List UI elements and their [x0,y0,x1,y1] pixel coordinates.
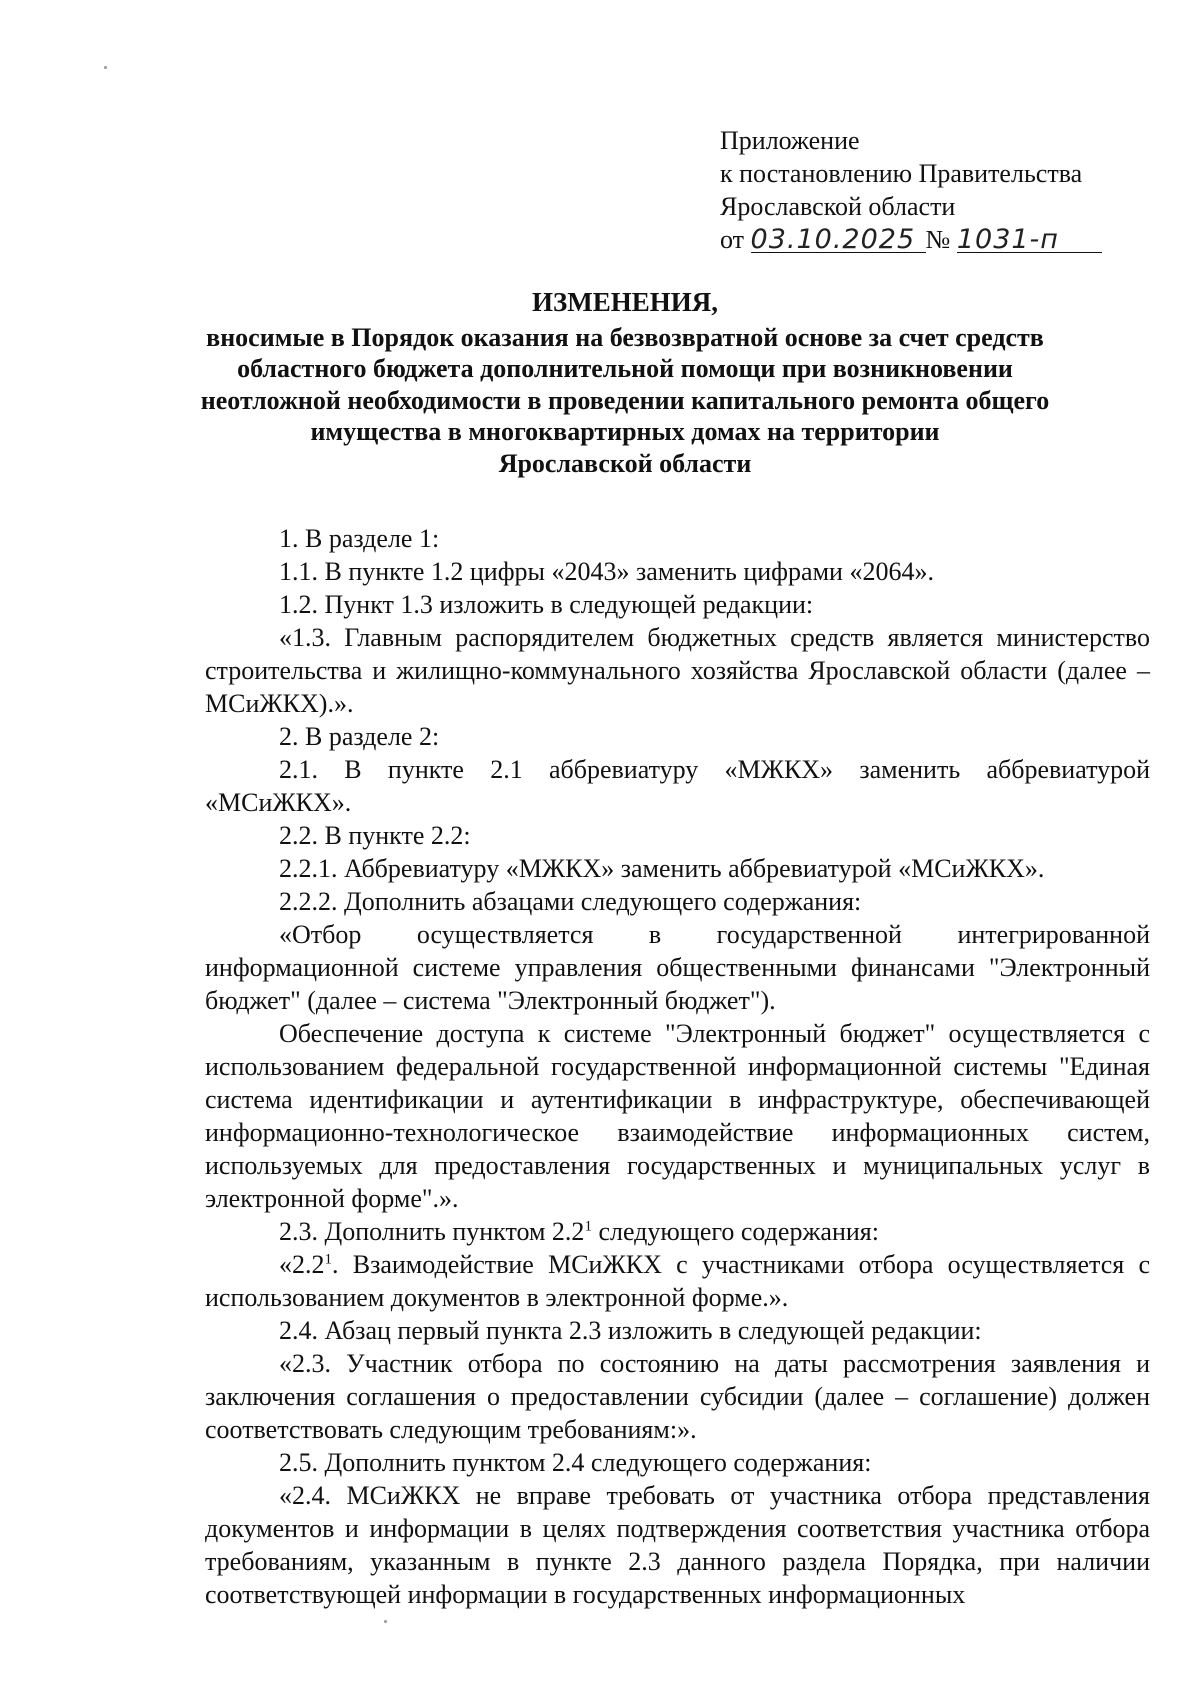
paragraph: «2.3. Участник отбора по состоянию на даты рассмотрения заявления и заключения соглашения о предоставлении субсидии (далее – соглашение) должен соответствовать следующим требованиям:». [205,1349,1150,1444]
paragraph [205,1215,1150,1248]
appendix-date-line [720,223,1160,256]
superscript: 1 [584,1218,592,1235]
paragraph: 2.2.2. Дополнить абзацами следующего содержания: [279,887,862,916]
number-sign: № [925,225,951,254]
paragraph: Обеспечение доступа к системе "Электронный бюджет" осуществляется с использованием федеральной государственной информационной системы "Единая система идентификации и аутентификации в инфраструктуре, обеспечивающей информационно-технологическое взаимодействие информационных систем, используемых для предоставления государственных и муниципальных услуг в электронной форме".». [205,1019,1150,1213]
handwritten-date: 03.10.2025 [751,228,926,253]
title-line-1: вносимые в Порядок оказания на безвозвратной основе за счет средств [206,322,1044,352]
paragraph: 1. В разделе 1: [279,524,440,553]
paragraph: 2. В разделе 2: [279,722,440,751]
paragraph: «Отбор осуществляется в государственной интегрированной информационной системе управления общественными финансами "Электронный бюджет" (далее – система "Электронный бюджет"). [205,920,1150,1015]
title-line-5: Ярославской области [498,448,752,478]
paragraph: «2.4. МСиЖКХ не вправе требовать от участника отбора представления документов и информации в целях подтверждения соответствия участника отбора требованиям, указанным в пункте 2.3 данного раздела Порядка, при наличии соответствующей информации в государственных информационных [205,1481,1150,1609]
title-heading: ИЗМЕНЕНИЯ, [531,287,718,317]
title-line-4: имущества в многоквартирных домах на территории [310,417,940,446]
paragraph: 2.4. Абзац первый пункта 2.3 изложить в следующей редакции: [279,1316,982,1345]
appendix-header [720,124,1160,256]
paragraph: 1.1. В пункте 1.2 цифры «2043» заменить цифрами «2064». [279,557,934,586]
title-line-3: неотложной необходимости в проведении капитального ремонта общего [200,385,1050,415]
paragraph: «1.3. Главным распорядителем бюджетных средств является министерство строительства и жилищно-коммунального хозяйства Ярославской области (далее – МСиЖКХ).». [205,623,1150,718]
scan-speck [384,1620,387,1623]
paragraph: 1.2. Пункт 1.3 изложить в следующей редакции: [279,590,814,619]
ot-label: от [720,225,745,254]
appendix-line-1: Приложение [720,126,860,155]
text-run: 2.3. Дополнить пунктом 2.2 [279,1217,585,1246]
paragraph: 2.2.1. Аббревиатуру «МЖКХ» заменить аббревиатурой «МСиЖКХ». [279,854,1045,883]
paragraph: 2.1. В пункте 2.1 аббревиатуру «МЖКХ» заменить аббревиатурой «МСиЖКХ». [205,755,1150,817]
scan-speck [104,66,107,69]
title-line-2: областного бюджета дополнительной помощи при возникновении [237,354,1013,383]
appendix-line-3: Ярославской области [720,192,956,221]
document-body [205,522,1150,1611]
document-title [200,287,1050,479]
text-run: «2.2 [279,1250,325,1279]
text-run: . Взаимодействие МСиЖКХ с участниками отбора осуществляется с использованием документов в электронной форме.». [205,1250,1150,1312]
paragraph: 2.5. Дополнить пунктом 2.4 следующего содержания: [279,1448,872,1477]
paragraph: 2.2. В пункте 2.2: [279,821,471,850]
superscript: 1 [324,1251,332,1268]
handwritten-number: 1031-п [957,228,1102,253]
paragraph [205,1248,1150,1314]
text-run: следующего содержания: [591,1217,879,1246]
appendix-line-2: к постановлению Правительства [720,159,1083,188]
